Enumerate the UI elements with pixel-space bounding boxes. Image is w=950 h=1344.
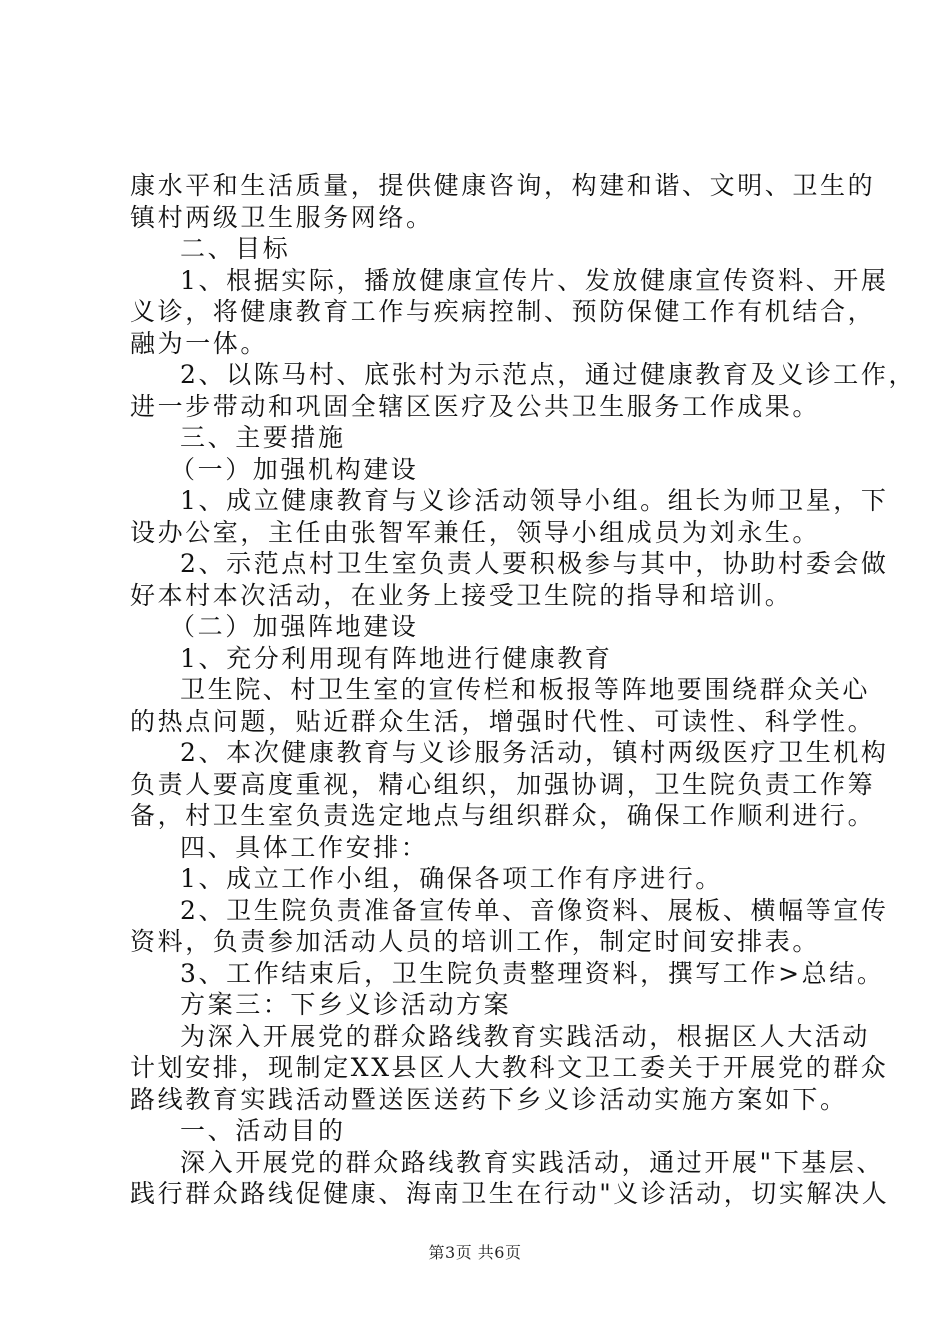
text-line: 2、示范点村卫生室负责人要积极参与其中，协助村委会做 (180, 549, 889, 578)
text-line: 康水平和生活质量，提供健康咨询，构建和谐、文明、卫生的 (130, 171, 876, 200)
text-line: （二）加强阵地建设 (170, 612, 419, 641)
text-line: 2、本次健康教育与义诊服务活动，镇村两级医疗卫生机构 (180, 738, 889, 767)
page-footer: 第3页 共6页 (428, 1243, 522, 1262)
text-line: 1、成立健康教育与义诊活动领导小组。组长为师卫星，下 (180, 486, 889, 515)
text-line: （一）加强机构建设 (170, 454, 419, 484)
text-line: 1、充分利用现有阵地进行健康教育 (180, 643, 613, 673)
document-body (130, 170, 917, 1210)
text-line: 的热点问题，贴近群众生活，增强时代性、可读性、科学性。 (130, 706, 876, 736)
text-line: 方案三：下乡义诊活动方案 (180, 990, 512, 1019)
text-line: 四、具体工作安排： (180, 832, 429, 862)
text-line: 计划安排，现制定XX县区人大教科文卫工委关于开展党的群众 (130, 1053, 889, 1082)
text-line: 镇村两级卫生服务网络。 (130, 202, 434, 232)
text-line: 三、主要措施 (180, 423, 346, 452)
text-line: 1、成立工作小组，确保各项工作有序进行。 (180, 864, 723, 893)
text-line: 设办公室，主任由张智军兼任，领导小组成员为刘永生。 (130, 517, 821, 547)
text-line: 进一步带动和巩固全辖区医疗及公共卫生服务工作成果。 (130, 391, 821, 421)
text-line: 为深入开展党的群众路线教育实践活动，根据区人大活动 (180, 1021, 871, 1051)
text-line: 深入开展党的群众路线教育实践活动，通过开展"下基层、 (180, 1147, 885, 1177)
text-line: 好本村本次活动，在业务上接受卫生院的指导和培训。 (130, 580, 793, 610)
text-line: 二、目标 (180, 234, 291, 263)
text-line: 义诊，将健康教育工作与疾病控制、预防保健工作有机结合， (130, 297, 876, 326)
text-line: 备，村卫生室负责选定地点与组织群众，确保工作顺利进行。 (130, 801, 876, 830)
text-line: 路线教育实践活动暨送医送药下乡义诊活动实施方案如下。 (130, 1084, 848, 1114)
text-line: 3、工作结束后，卫生院负责整理资料，撰写工作>总结。 (180, 958, 885, 988)
text-line: 负责人要高度重视，精心组织，加强协调，卫生院负责工作筹 (130, 769, 876, 799)
text-line: 1、根据实际，播放健康宣传片、发放健康宣传资料、开展 (180, 265, 889, 295)
text-line: 融为一体。 (130, 328, 269, 358)
text-line: 卫生院、村卫生室的宣传栏和板报等阵地要围绕群众关心 (180, 675, 871, 704)
text-line: 资料，负责参加活动人员的培训工作，制定时间安排表。 (130, 927, 821, 956)
text-line: 2、卫生院负责准备宣传单、音像资料、展板、横幅等宣传 (180, 895, 889, 925)
text-line: 2、以陈马村、底张村为示范点，通过健康教育及义诊工作， (180, 360, 917, 389)
text-line: 践行群众路线促健康、海南卫生在行动"义诊活动，切实解决人 (130, 1179, 890, 1208)
text-line: 一、活动目的 (180, 1116, 346, 1145)
